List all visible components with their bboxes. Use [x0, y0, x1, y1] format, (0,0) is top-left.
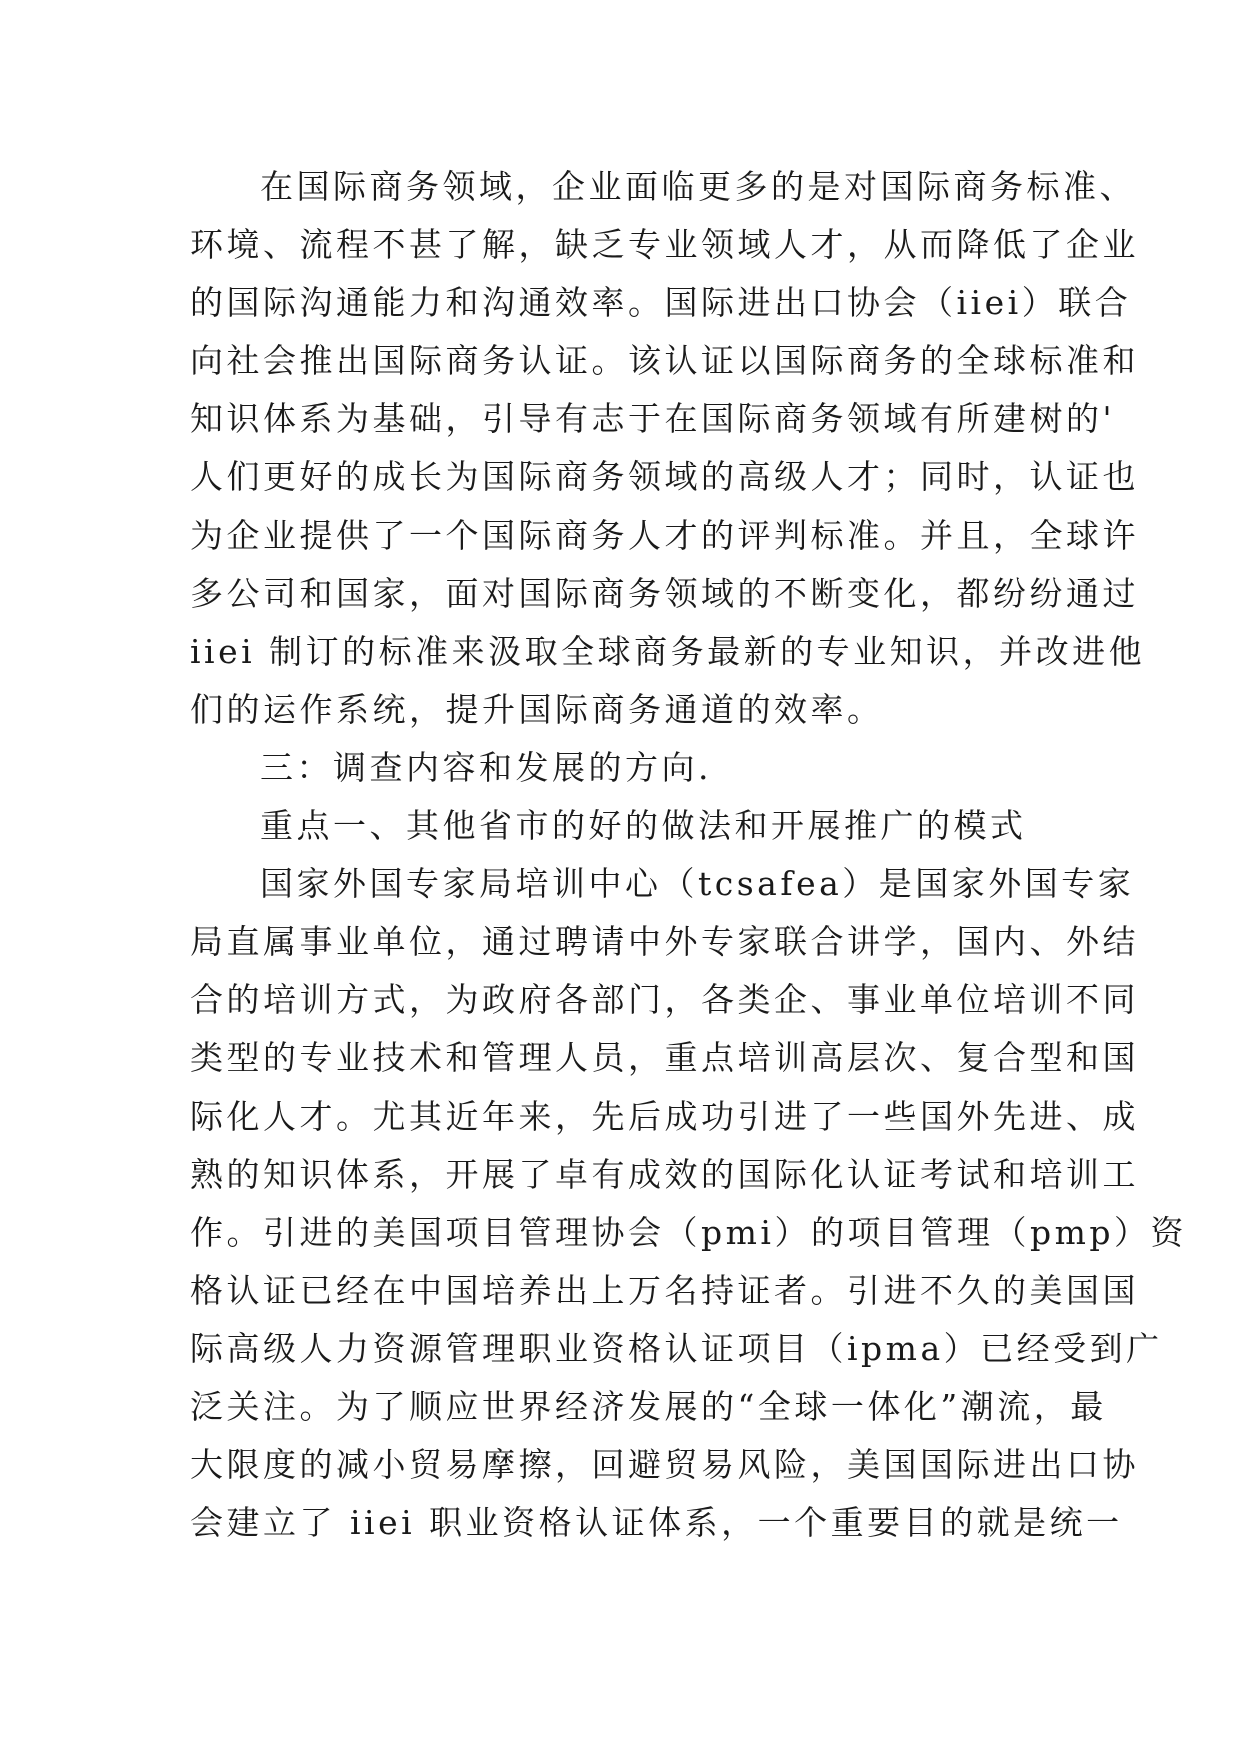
- text-line: 局直属事业单位，通过聘请中外专家联合讲学，国内、外结: [190, 922, 1139, 962]
- text-line: 际化人才。尤其近年来，先后成功引进了一些国外先进、成: [190, 1096, 1139, 1136]
- text-line: iiei 制订的标准来汲取全球商务最新的专业知识，并改进他: [190, 631, 1146, 671]
- text-line: 人们更好的成长为国际商务领域的高级人才；同时，认证也: [190, 457, 1139, 497]
- text-line: 知识体系为基础，引导有志于在国际商务领域有所建树的': [190, 399, 1116, 439]
- text-line: 多公司和国家，面对国际商务领域的不断变化，都纷纷通过: [190, 573, 1139, 613]
- text-line: 重点一、其他省市的好的做法和开展推广的模式: [260, 806, 1027, 846]
- text-line: 熟的知识体系，开展了卓有成效的国际化认证考试和培训工: [190, 1154, 1139, 1194]
- text-line: 合的培训方式，为政府各部门，各类企、事业单位培训不同: [190, 980, 1139, 1020]
- text-line: 环境、流程不甚了解，缺乏专业领域人才，从而降低了企业: [190, 225, 1139, 265]
- text-line: 泛关注。为了顺应世界经济发展的“全球一体化”潮流，最: [190, 1386, 1107, 1426]
- text-line: 为企业提供了一个国际商务人才的评判标准。并且，全球许: [190, 515, 1139, 555]
- document-body: [190, 158, 1188, 1552]
- text-line: 类型的专业技术和管理人员，重点培训高层次、复合型和国: [190, 1038, 1139, 1078]
- text-line: 三：调查内容和发展的方向.: [260, 747, 712, 787]
- text-line: 大限度的减小贸易摩擦，回避贸易风险，美国国际进出口协: [190, 1445, 1139, 1485]
- text-line: 向社会推出国际商务认证。该认证以国际商务的全球标准和: [190, 341, 1139, 381]
- text-line: 作。引进的美国项目管理协会（pmi）的项目管理（pmp）资: [190, 1212, 1188, 1252]
- text-line: 会建立了 iiei 职业资格认证体系，一个重要目的就是统一: [190, 1503, 1123, 1543]
- text-line: 们的运作系统，提升国际商务通道的效率。: [190, 689, 884, 729]
- text-line: 在国际商务领域，企业面临更多的是对国际商务标准、: [260, 167, 1136, 206]
- text-line: 格认证已经在中国培养出上万名持证者。引进不久的美国国: [190, 1270, 1139, 1310]
- text-line: 的国际沟通能力和沟通效率。国际进出口协会（iiei）联合: [190, 283, 1132, 323]
- text-line: 际高级人力资源管理职业资格认证项目（ipma）已经受到广: [190, 1328, 1163, 1368]
- text-line: 国家外国专家局培训中心（tcsafea）是国家外国专家: [260, 864, 1135, 904]
